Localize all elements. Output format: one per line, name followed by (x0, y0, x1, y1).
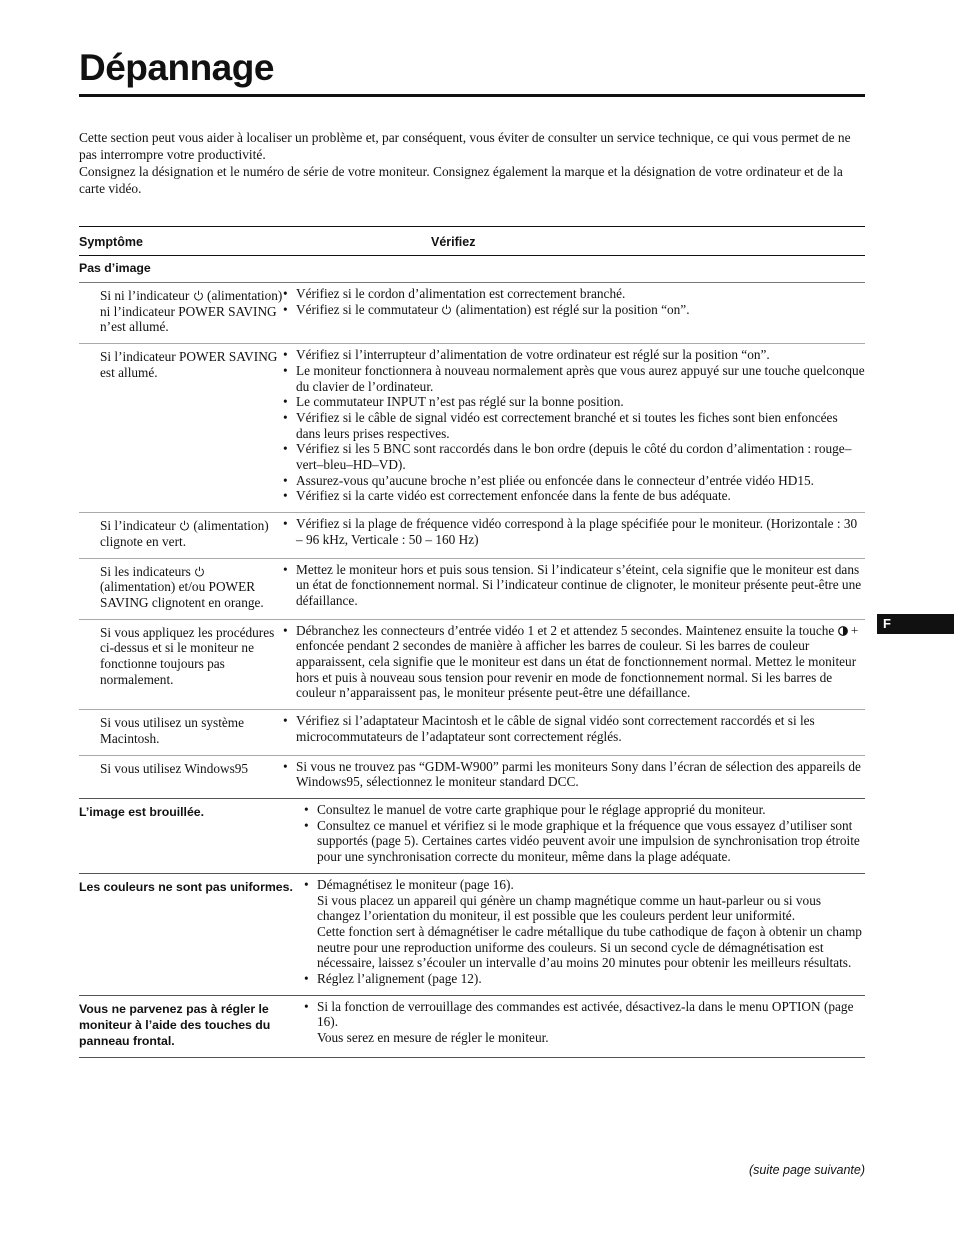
table-row (79, 283, 865, 344)
section-no-image (79, 256, 865, 799)
section-title: Pas d’image (79, 256, 865, 283)
check-cell (283, 513, 865, 557)
power-icon (194, 566, 205, 577)
symptom-text: Si ni l’indicateur (100, 288, 193, 303)
table-row-colors (79, 874, 865, 996)
list-item: • Mettez le moniteur hors et puis sous tension. Si l’indicateur s’éteint, cela signifie que le moniteur est dans un état de fonctionnement normal. Si l’indicateur continue de clignoter, le moniteur présente peut-être une défaillance. (283, 562, 865, 609)
symptom-cell: Si l’indicateur POWER SAVING est allumé. (100, 349, 278, 380)
title-rule (79, 94, 865, 97)
list-item: • Vérifiez si l’interrupteur d’alimentation de votre ordinateur est réglé sur la position “on”. (283, 347, 865, 363)
list-item: • Vérifiez si l’adaptateur Macintosh et le câble de signal vidéo sont correctement raccordés et si les microcommutateurs de l’adaptateur sont correctement réglés. (283, 713, 865, 744)
list-item: • Consultez ce manuel et vérifiez si le mode graphique et la fréquence que vous essayez d’utiliser sont supportés (page 5). Certaines cartes vidéo peuvent avoir une impulsion de synchronisation trop étroite pour une synchronisation correcte du moniteur, même dans la plage adéquate. (304, 818, 865, 865)
list-item: • Assurez-vous qu’aucune broche n’est pliée ou enfoncée dans le connecteur d’entrée vidéo HD15. (283, 473, 865, 489)
page-title: Dépannage (79, 47, 274, 88)
symptom-cell: L’image est brouillée. (79, 804, 205, 819)
table-row (79, 756, 865, 798)
list-item (283, 623, 865, 702)
table-header (79, 227, 865, 256)
table-row (79, 710, 865, 755)
check-cell (283, 559, 865, 619)
table-row (79, 559, 865, 620)
list-item: • Vérifiez si le cordon d’alimentation est correctement branché. (283, 286, 865, 302)
list-item: • Vérifiez si les 5 BNC sont raccordés dans le bon ordre (depuis le côté du cordon d’alimentation : rouge–vert–bleu–HD–VD). (283, 441, 865, 472)
symptom-cell: Vous ne parvenez pas à régler le moniteur à l’aide des touches du panneau frontal. (79, 1001, 271, 1048)
check-cell (283, 620, 865, 710)
list-item: • Le moniteur fonctionnera à nouveau normalement après que vous aurez appuyé sur une touche quelconque du clavier de l’ordinateur. (283, 363, 865, 394)
symptom-cell (79, 513, 283, 557)
list-item: • Vérifiez si la carte vidéo est correctement enfoncée dans la fente de bus adéquate. (283, 488, 865, 504)
power-icon (193, 290, 204, 301)
list-item: • Réglez l’alignement (page 12). (304, 971, 865, 987)
check-cell (283, 344, 865, 512)
symptom-cell (79, 283, 283, 343)
table-row (79, 513, 865, 558)
symptom-text: Si l’indicateur (100, 518, 180, 534)
list-item: • Vérifiez si la plage de fréquence vidéo correspond à la plage spécifiée pour le moniteur. (Horizontale : 30 – 96 kHz, Verticale : 50 – 160 Hz) (283, 516, 865, 547)
table-row-controls (79, 996, 865, 1058)
table-row (79, 344, 865, 513)
symptom-cell: Si vous utilisez Windows95 (100, 760, 249, 776)
check-cell (304, 874, 865, 995)
continued-note: (suite page suivante) (748, 1163, 865, 1177)
list-item: • Si vous ne trouvez pas “GDM-W900” parmi les moniteurs Sony dans l’écran de sélection des appareils de Windows95, sélectionnez le moniteur standard DCC. (283, 759, 865, 790)
check-text: + enfoncée pendant 2 secondes de manière à afficher les barres de couleur. Si les barres de couleur apparaissent, cela signifie que le moniteur est dans un état de fonctionnement normal. Mettez le moniteur hors et puis à nouveau sous tension pour revenir en mode de fonctionnement normal. Si les barres de couleur n’apparaissent pas, le moniteur présente peut-être une défaillance. (296, 622, 859, 701)
power-icon (441, 304, 452, 315)
check-text: • Démagnétisez le moniteur (page 16). (317, 876, 514, 892)
check-cell (304, 996, 865, 1057)
check-cell (283, 283, 865, 343)
check-text: Débranchez les connecteurs d’entrée vidéo 1 et 2 et attendez 5 secondes. Maintenez ensuite la touche (296, 622, 838, 638)
check-text: (alimentation) est réglé sur la position “on”. (455, 301, 690, 317)
check-cell (283, 710, 865, 754)
symptom-cell: Si vous appliquez les procédures ci-dessus et si le moniteur ne fonctionne toujours pas normalement. (100, 624, 275, 687)
list-item (283, 302, 865, 318)
power-icon (179, 520, 190, 531)
symptom-cell: Les couleurs ne sont pas uniformes. (79, 879, 293, 894)
check-text: Vous serez en mesure de régler le moniteur. (317, 1030, 549, 1046)
check-text: Si vous placez un appareil qui génère un champ magnétique comme un haut-parleur ou si vous changez l’orientation du moniteur, il est possible que les couleurs perdent leur uniformité. (317, 892, 822, 924)
table-row (79, 620, 865, 711)
symptom-text: (alimentation) ni l’indicateur POWER SAVING n’est allumé. (100, 288, 283, 335)
check-text: Cette fonction sert à démagnétiser le cadre métallique du tube cathodique de façon à obtenir un champ neutre pour une reproduction uniforme des couleurs. Si un second cycle de démagnétisation est nécessaire, laissez s’écouler un intervalle d’au moins 20 minutes pour obtenir les meilleurs résultats. (317, 923, 862, 971)
check-text: Vérifiez si le commutateur (296, 301, 442, 317)
intro-text (79, 129, 869, 197)
symptom-text: (alimentation) et/ou POWER SAVING clignotent en orange. (100, 579, 264, 610)
intro-paragraph: Consignez la désignation et le numéro de série de votre moniteur. Consignez également la marque et la désignation de votre ordinateur et de la carte vidéo. (79, 164, 843, 196)
symptom-cell (79, 559, 283, 619)
list-item (304, 999, 865, 1046)
check-cell (304, 799, 865, 873)
table-row-blurred (79, 799, 865, 874)
troubleshooting-table (79, 226, 865, 1058)
check-text: • Si la fonction de verrouillage des commandes est activée, désactivez-la dans le menu OPTION (page 16). (317, 998, 854, 1030)
list-item: • Consultez le manuel de votre carte graphique pour le réglage approprié du moniteur. (304, 802, 865, 818)
list-item: • Vérifiez si le câble de signal vidéo est correctement branché et si toutes les fiches sont bien enfoncées dans leurs prises respectives. (283, 410, 865, 441)
symptom-cell: Si vous utilisez un système Macintosh. (100, 715, 245, 746)
header-symptom: Symptôme (79, 235, 143, 249)
symptom-text: Si les indicateurs (100, 563, 195, 579)
list-item (304, 877, 865, 971)
list-item: • Le commutateur INPUT n’est pas réglé sur la bonne position. (283, 394, 865, 410)
contrast-icon (838, 626, 848, 636)
section-tab: F (877, 614, 954, 634)
symptom-text: (alimentation) clignote en vert. (100, 518, 269, 549)
header-check: Vérifiez (431, 235, 476, 249)
intro-paragraph: Cette section peut vous aider à localiser un problème et, par conséquent, vous éviter de consulter un service technique, ce qui vous permet de ne pas interrompre votre productivité. (79, 130, 851, 162)
check-cell (283, 756, 865, 798)
